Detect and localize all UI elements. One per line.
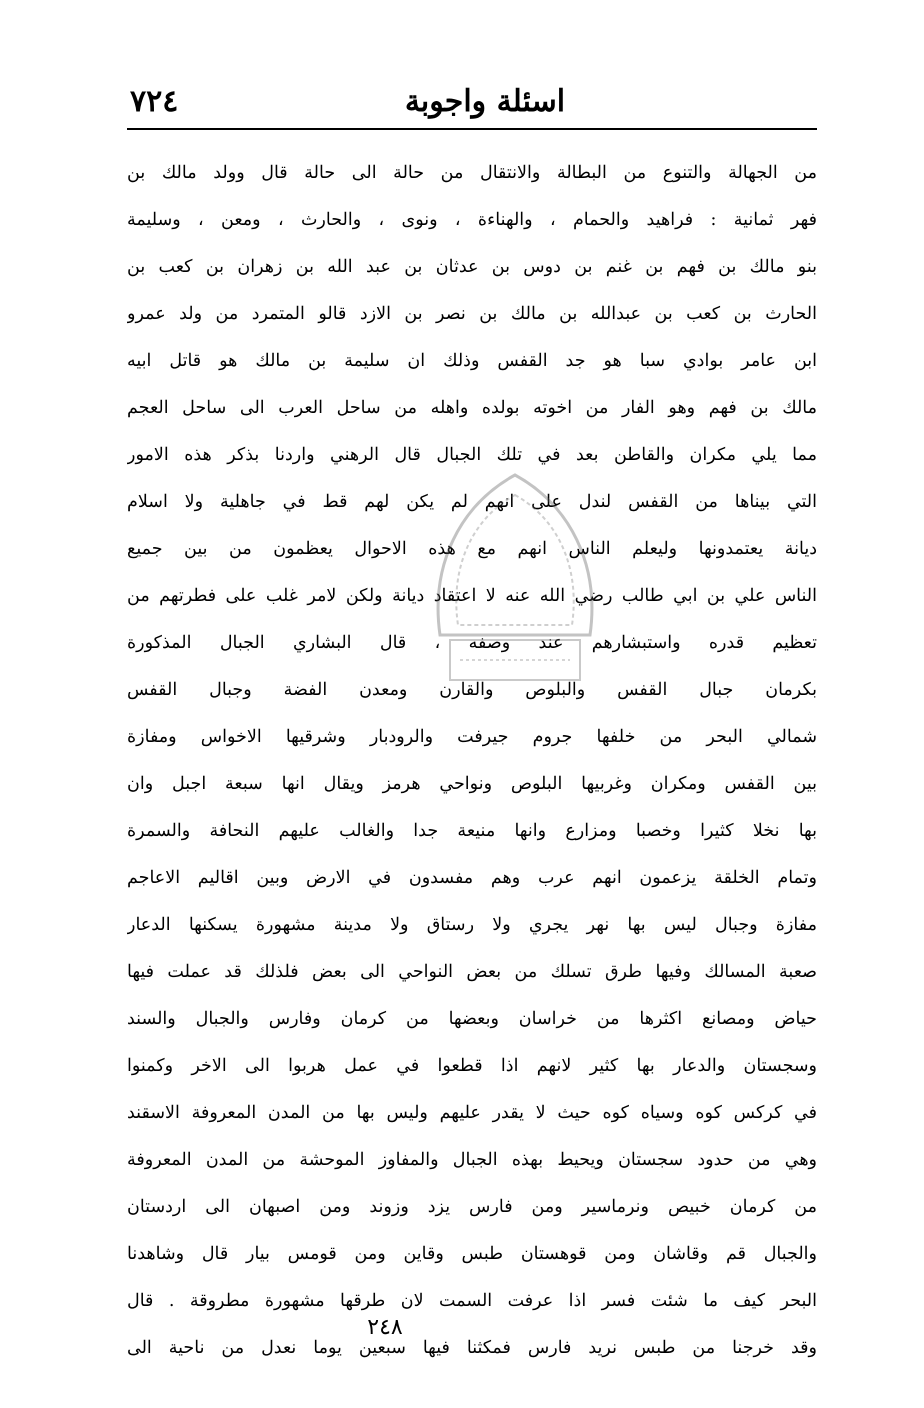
- body-text: [127, 150, 817, 1372]
- text-line: بها نخلا كثيرا وخصبا ومزارع وانها منيعة جدا والغالب عليهم النحافة والسمرة: [127, 821, 817, 841]
- text-line: والجبال قم وقاشان ومن قوهستان طبس وقاين ومن قومس بيار قال وشاهدنا: [127, 1244, 817, 1264]
- text-line: وهي من حدود سجستان ويحيط بهذه الجبال والمفاوز الموحشة من المدن المعروفة: [127, 1150, 817, 1170]
- text-line: بكرمان جبال القفس والبلوص والقارن ومعدن الفضة وجبال القفس: [127, 680, 817, 700]
- text-line: ديانة يعتمدونها وليعلم الناس انهم مع هذه الاحوال يعظمون من بين جميع: [127, 539, 817, 559]
- text-line: بنو مالك بن فهم بن غنم بن دوس بن عدثان بن عبد الله بن زهران بن كعب بن: [127, 257, 817, 277]
- text-line: تعظيم قدره واستبشارهم عند وصفه ، قال البشاري الجبال المذكورة: [127, 633, 817, 653]
- header-rule: [127, 128, 817, 130]
- text-line: فهر ثمانية : فراهيد والحمام ، والهناءة ، ونوى ، والحارث ، ومعن ، وسليمة: [127, 210, 817, 230]
- text-line: وتمام الخلقة يزعمون انهم عرب وهم مفسدون في الارض وبين اقاليم الاعاجم: [127, 868, 817, 888]
- text-line: الحارث بن كعب بن عبدالله بن مالك بن نصر بن الازد قالو المتمرد من ولد عمرو: [127, 304, 817, 324]
- text-line: شمالي البحر من خلفها جروم جيرفت والرودبار وشرقيها الاخواس ومفازة: [127, 727, 817, 747]
- text-line: الناس علي بن ابي طالب رضي الله عنه لا اعتقاد ديانة ولكن لامر غلب على فطرتهم من: [127, 586, 817, 606]
- text-line: صعبة المسالك وفيها طرق تسلك من بعض النواحي الى بعض فلذلك قد عملت فيها: [127, 962, 817, 982]
- text-line: مالك بن فهم وهو الفار من اخوته بولده واهله من ساحل العرب الى ساحل العجم: [127, 398, 817, 418]
- page-header: [130, 84, 810, 124]
- text-line: مما يلي مكران والقاطن بعد في تلك الجبال قال الرهني واردنا بذكر هذه الامور: [127, 445, 817, 465]
- text-line: حياض ومصانع اكثرها من خراسان وبعضها من كرمان وفارس والجبال والسند: [127, 1009, 817, 1029]
- text-line: بين القفس ومكران وغربيها البلوص ونواحي هرمز ويقال انها سبعة اجبل وان: [127, 774, 817, 794]
- text-line: من كرمان خبيص ونرماسير ومن فارس يزد وزوند ومن اصبهان الى اردستان: [127, 1197, 817, 1217]
- text-line: من الجهالة والتنوع من البطالة والانتقال من حالة الى حالة قال وولد مالك بن: [127, 163, 817, 183]
- running-title: اسئلة واجوبة: [404, 84, 566, 119]
- text-line: مفازة وجبال ليس بها نهر يجري ولا رستاق ولا مدينة مشهورة يسكنها الدعار: [127, 915, 817, 935]
- text-line: وسجستان والدعار بها كثير لانهم اذا قطعوا في عمل هربوا الى الاخر وكمنوا: [127, 1056, 817, 1076]
- text-line: في كركس كوه وسياه كوه حيث لا يقدر عليهم وليس بها من المدن المعروفة الاسقند: [127, 1103, 817, 1123]
- text-line: التي بيناها من القفس لندل على انهم لم يكن لهم قط في جاهلية ولا اسلام: [127, 492, 817, 512]
- text-line: ابن عامر بوادي سبا هو جد القفس وذلك ان سليمة بن مالك هو قاتل ابيه: [127, 351, 817, 371]
- library-stamp-icon: [420, 465, 610, 705]
- text-line: البحر كيف ما شئت فسر اذا عرفت السمت لان طرقها مشهورة مطروقة . قال: [127, 1291, 817, 1311]
- page-number: ٧٢٤: [130, 84, 179, 119]
- footer-signature-mark: ٢٤٨: [367, 1315, 403, 1340]
- text-line: وقد خرجنا من طبس نريد فارس فمكثنا فيها سبعين يوما نعدل من ناحية الى: [127, 1338, 817, 1358]
